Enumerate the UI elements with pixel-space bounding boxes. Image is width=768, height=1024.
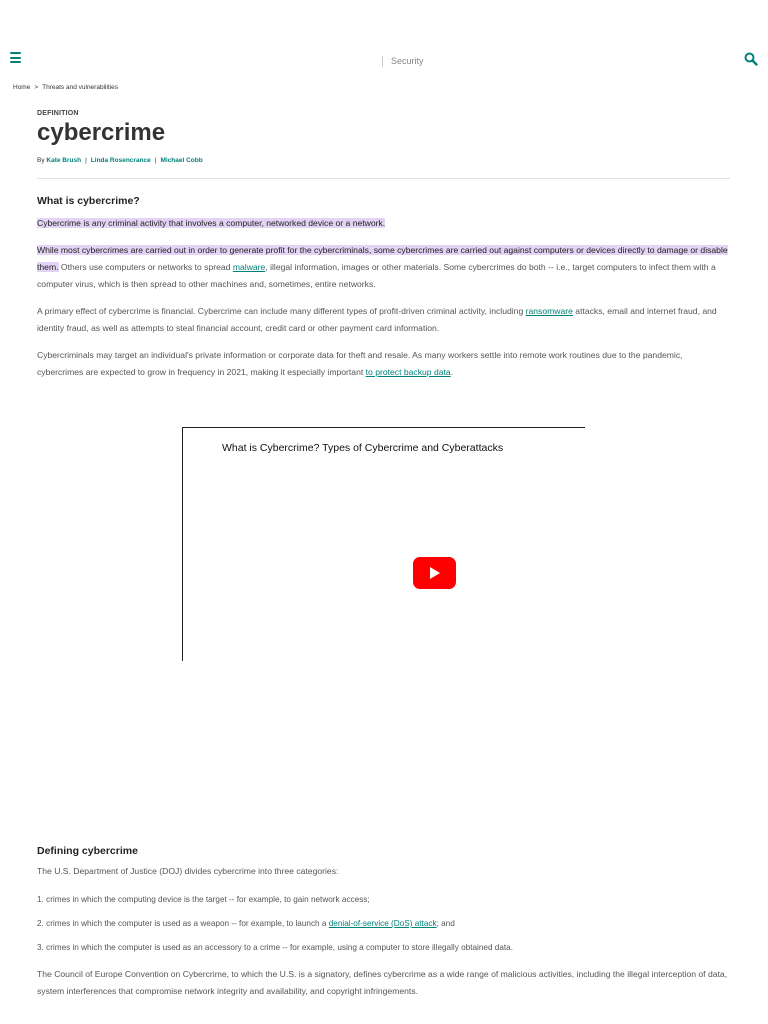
- breadcrumb-separator: >: [34, 84, 39, 91]
- breadcrumb: [13, 84, 118, 91]
- link-ransomware[interactable]: ransomware: [525, 306, 573, 316]
- author-link-michael-cobb[interactable]: Michael Cobb: [160, 157, 203, 164]
- paragraph-private-data: [37, 347, 730, 381]
- page-title: cybercrime: [37, 119, 166, 146]
- video-title[interactable]: What is Cybercrime? Types of Cybercrime and Cyberattacks: [222, 442, 504, 454]
- author-link-linda-rosencrance[interactable]: Linda Rosencrance: [90, 157, 151, 164]
- section-heading-what-is: What is cybercrime?: [37, 195, 140, 207]
- section-label[interactable]: Security: [382, 56, 424, 67]
- top-bar: [0, 0, 768, 80]
- youtube-play-icon[interactable]: [413, 557, 456, 589]
- byline-separator: |: [85, 157, 87, 164]
- section-heading-defining: Defining cybercrime: [37, 845, 138, 857]
- paragraph-text: Others use computers or networks to spread: [58, 262, 233, 272]
- paragraph-definition: [37, 215, 730, 232]
- paragraph-doj-intro: The U.S. Department of Justice (DOJ) divides cybercrime into three categories:: [37, 866, 339, 876]
- hamburger-menu-icon[interactable]: [10, 52, 22, 64]
- divider: [37, 178, 730, 179]
- video-embed[interactable]: [182, 427, 585, 661]
- link-protect-backup-data[interactable]: to protect backup data: [365, 367, 451, 377]
- highlighted-text: While most cybercrimes are carried out in order to generate profit for the cybercriminals, some cybercrimes are carried out against computers or devices directly to damage or disable them.: [37, 245, 728, 272]
- byline-prefix: By: [37, 157, 45, 164]
- paragraph-text: attacks, email and internet fraud, and identity fraud, as well as attempts to steal financial account, credit card or other payment card information.: [37, 306, 717, 333]
- list-item: [37, 918, 730, 930]
- breadcrumb-home[interactable]: Home: [13, 84, 31, 91]
- byline-separator: |: [154, 157, 157, 164]
- paragraph-text: Cybercriminals may target an individual's private information or corporate data for theft and resale. As many workers settle into remote work routines due to the pandemic, cybercrimes are expected to grow in frequency in 2021, making it especially important: [37, 350, 683, 377]
- paragraph-financial: [37, 303, 730, 337]
- search-icon[interactable]: [744, 52, 758, 66]
- section-defining: [37, 845, 730, 1010]
- highlighted-text: Cybercrime is any criminal activity that involves a computer, networked device or a network.: [37, 218, 386, 228]
- byline: [37, 157, 730, 164]
- paragraph-text: .: [450, 367, 454, 377]
- article: [37, 110, 730, 391]
- list-item: 1. crimes in which the computing device is the target -- for example, to gain network access;: [37, 895, 370, 904]
- list-item-text: 2. crimes in which the computer is used as a weapon -- for example, to launch a: [37, 919, 329, 928]
- paragraph-council-of-europe: The Council of Europe Convention on Cybercrime, to which the U.S. is a signatory, defines cybercrime as a wide range of malicious activities, including the illegal interception of data, system interferences that compromise network integrity and availability, and copyright infringements.: [37, 969, 728, 996]
- paragraph-text: , illegal information, images or other materials. Some cybercrimes do both -- i.e., target computers to infect them with a computer virus, which is then spread to other machines and, sometimes, entire networks.: [37, 262, 716, 289]
- paragraph-profit: [37, 242, 730, 293]
- link-dos-attack[interactable]: denial-of-service (DoS) attack: [328, 919, 437, 928]
- paragraph-text: A primary effect of cybercrime is financial. Cybercrime can include many different types of profit-driven criminal activity, including: [37, 306, 526, 316]
- category-list: [37, 894, 730, 954]
- link-malware[interactable]: malware: [232, 262, 266, 272]
- list-item-text: ; and: [436, 919, 455, 928]
- author-link-kate-brush[interactable]: Kate Brush: [46, 157, 82, 164]
- breadcrumb-current[interactable]: Threats and vulnerabilities: [42, 84, 119, 91]
- list-item: 3. crimes in which the computer is used as an accessory to a crime -- for example, using a computer to store illegally obtained data.: [37, 943, 514, 952]
- article-kicker: DEFINITION: [37, 110, 79, 117]
